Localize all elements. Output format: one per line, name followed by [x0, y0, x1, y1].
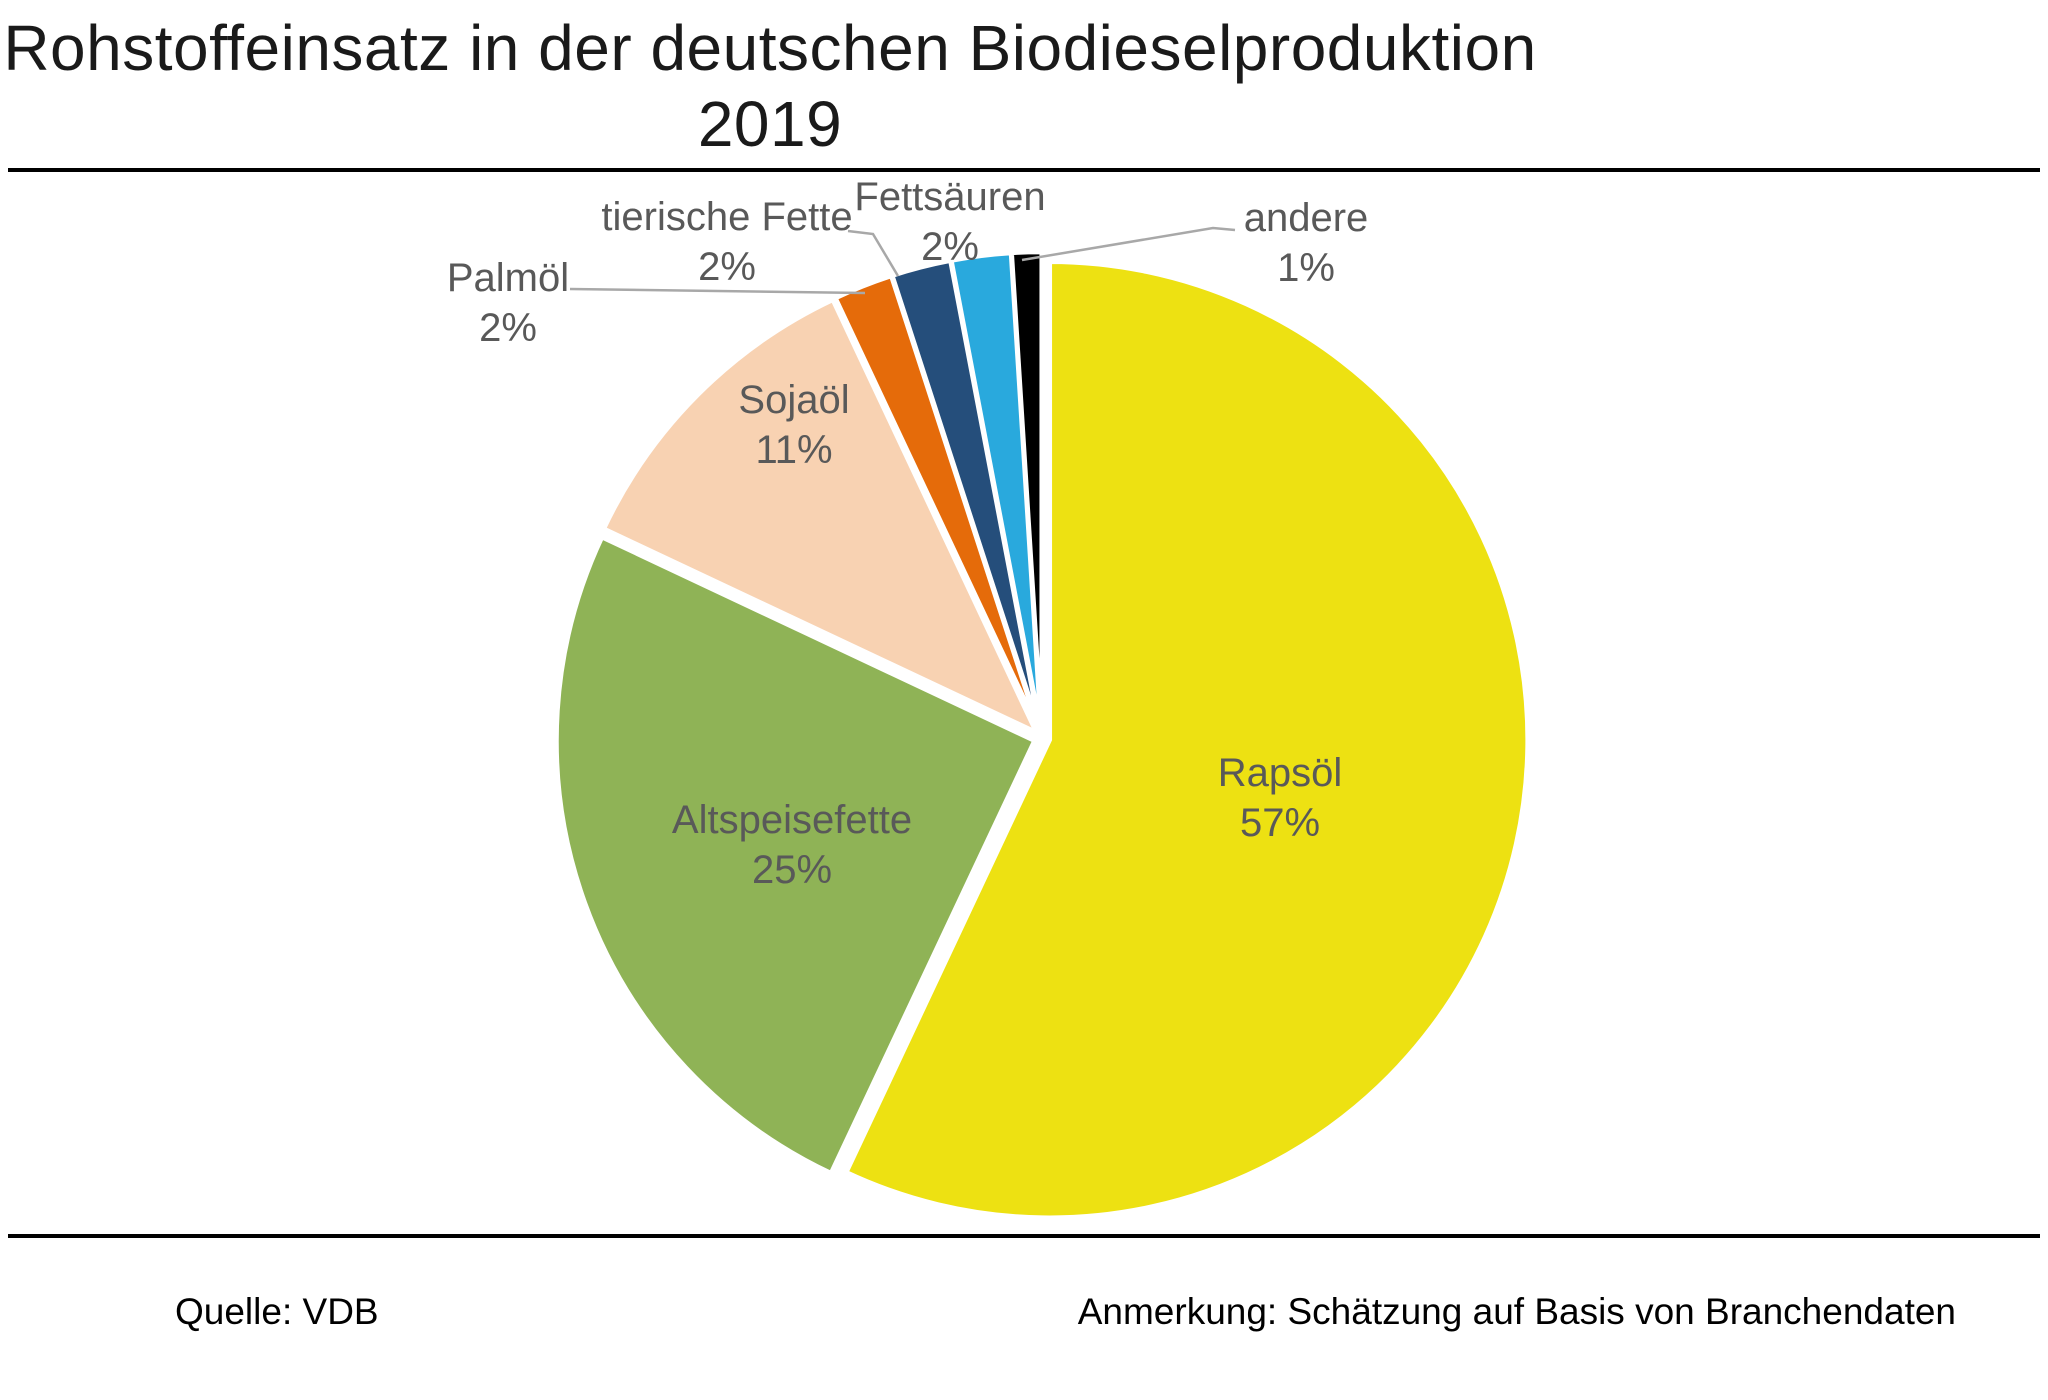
chart-title-line2: 2019 [697, 88, 843, 160]
annotation-note: Anmerkung: Schätzung auf Basis von Branchendaten [1077, 1291, 1956, 1332]
slice-percent: 2% [479, 306, 537, 350]
slice-percent: 25% [751, 848, 833, 892]
pie-chart [0, 170, 2048, 1234]
slice-name: Fettsäuren [854, 175, 1046, 219]
slice-label-altspeisefette [672, 795, 912, 895]
slice-name: tierische Fette [601, 195, 853, 239]
slice-label-andere [1244, 193, 1369, 293]
slice-name: andere [1243, 196, 1369, 240]
slice-name: Rapsöl [1217, 751, 1343, 795]
pie-slices [557, 252, 1528, 1218]
slice-percent: 2% [921, 225, 979, 269]
slice-label-fettsaeuren [854, 172, 1045, 272]
chart-title [0, 10, 1540, 162]
slice-percent: 57% [1239, 801, 1321, 845]
slice-label-palmoel [447, 253, 569, 353]
bottom-rule [8, 1234, 2040, 1238]
slice-percent: 2% [698, 245, 756, 289]
slice-label-rapsoel [1218, 748, 1343, 848]
slice-name: Altspeisefette [671, 798, 913, 842]
slice-label-tierische-fette [601, 192, 852, 292]
source-note: Quelle: VDB [175, 1291, 379, 1332]
slice-name: Sojaöl [738, 378, 850, 422]
chart-title-line1: Rohstoffeinsatz in der deutschen Biodieselproduktion [3, 12, 1537, 84]
slice-percent: 1% [1277, 246, 1335, 290]
slice-percent: 11% [755, 428, 833, 472]
slice-name: Palmöl [446, 256, 570, 300]
andere-leader-line [1022, 228, 1235, 260]
slice-label-sojaoel [738, 375, 849, 475]
